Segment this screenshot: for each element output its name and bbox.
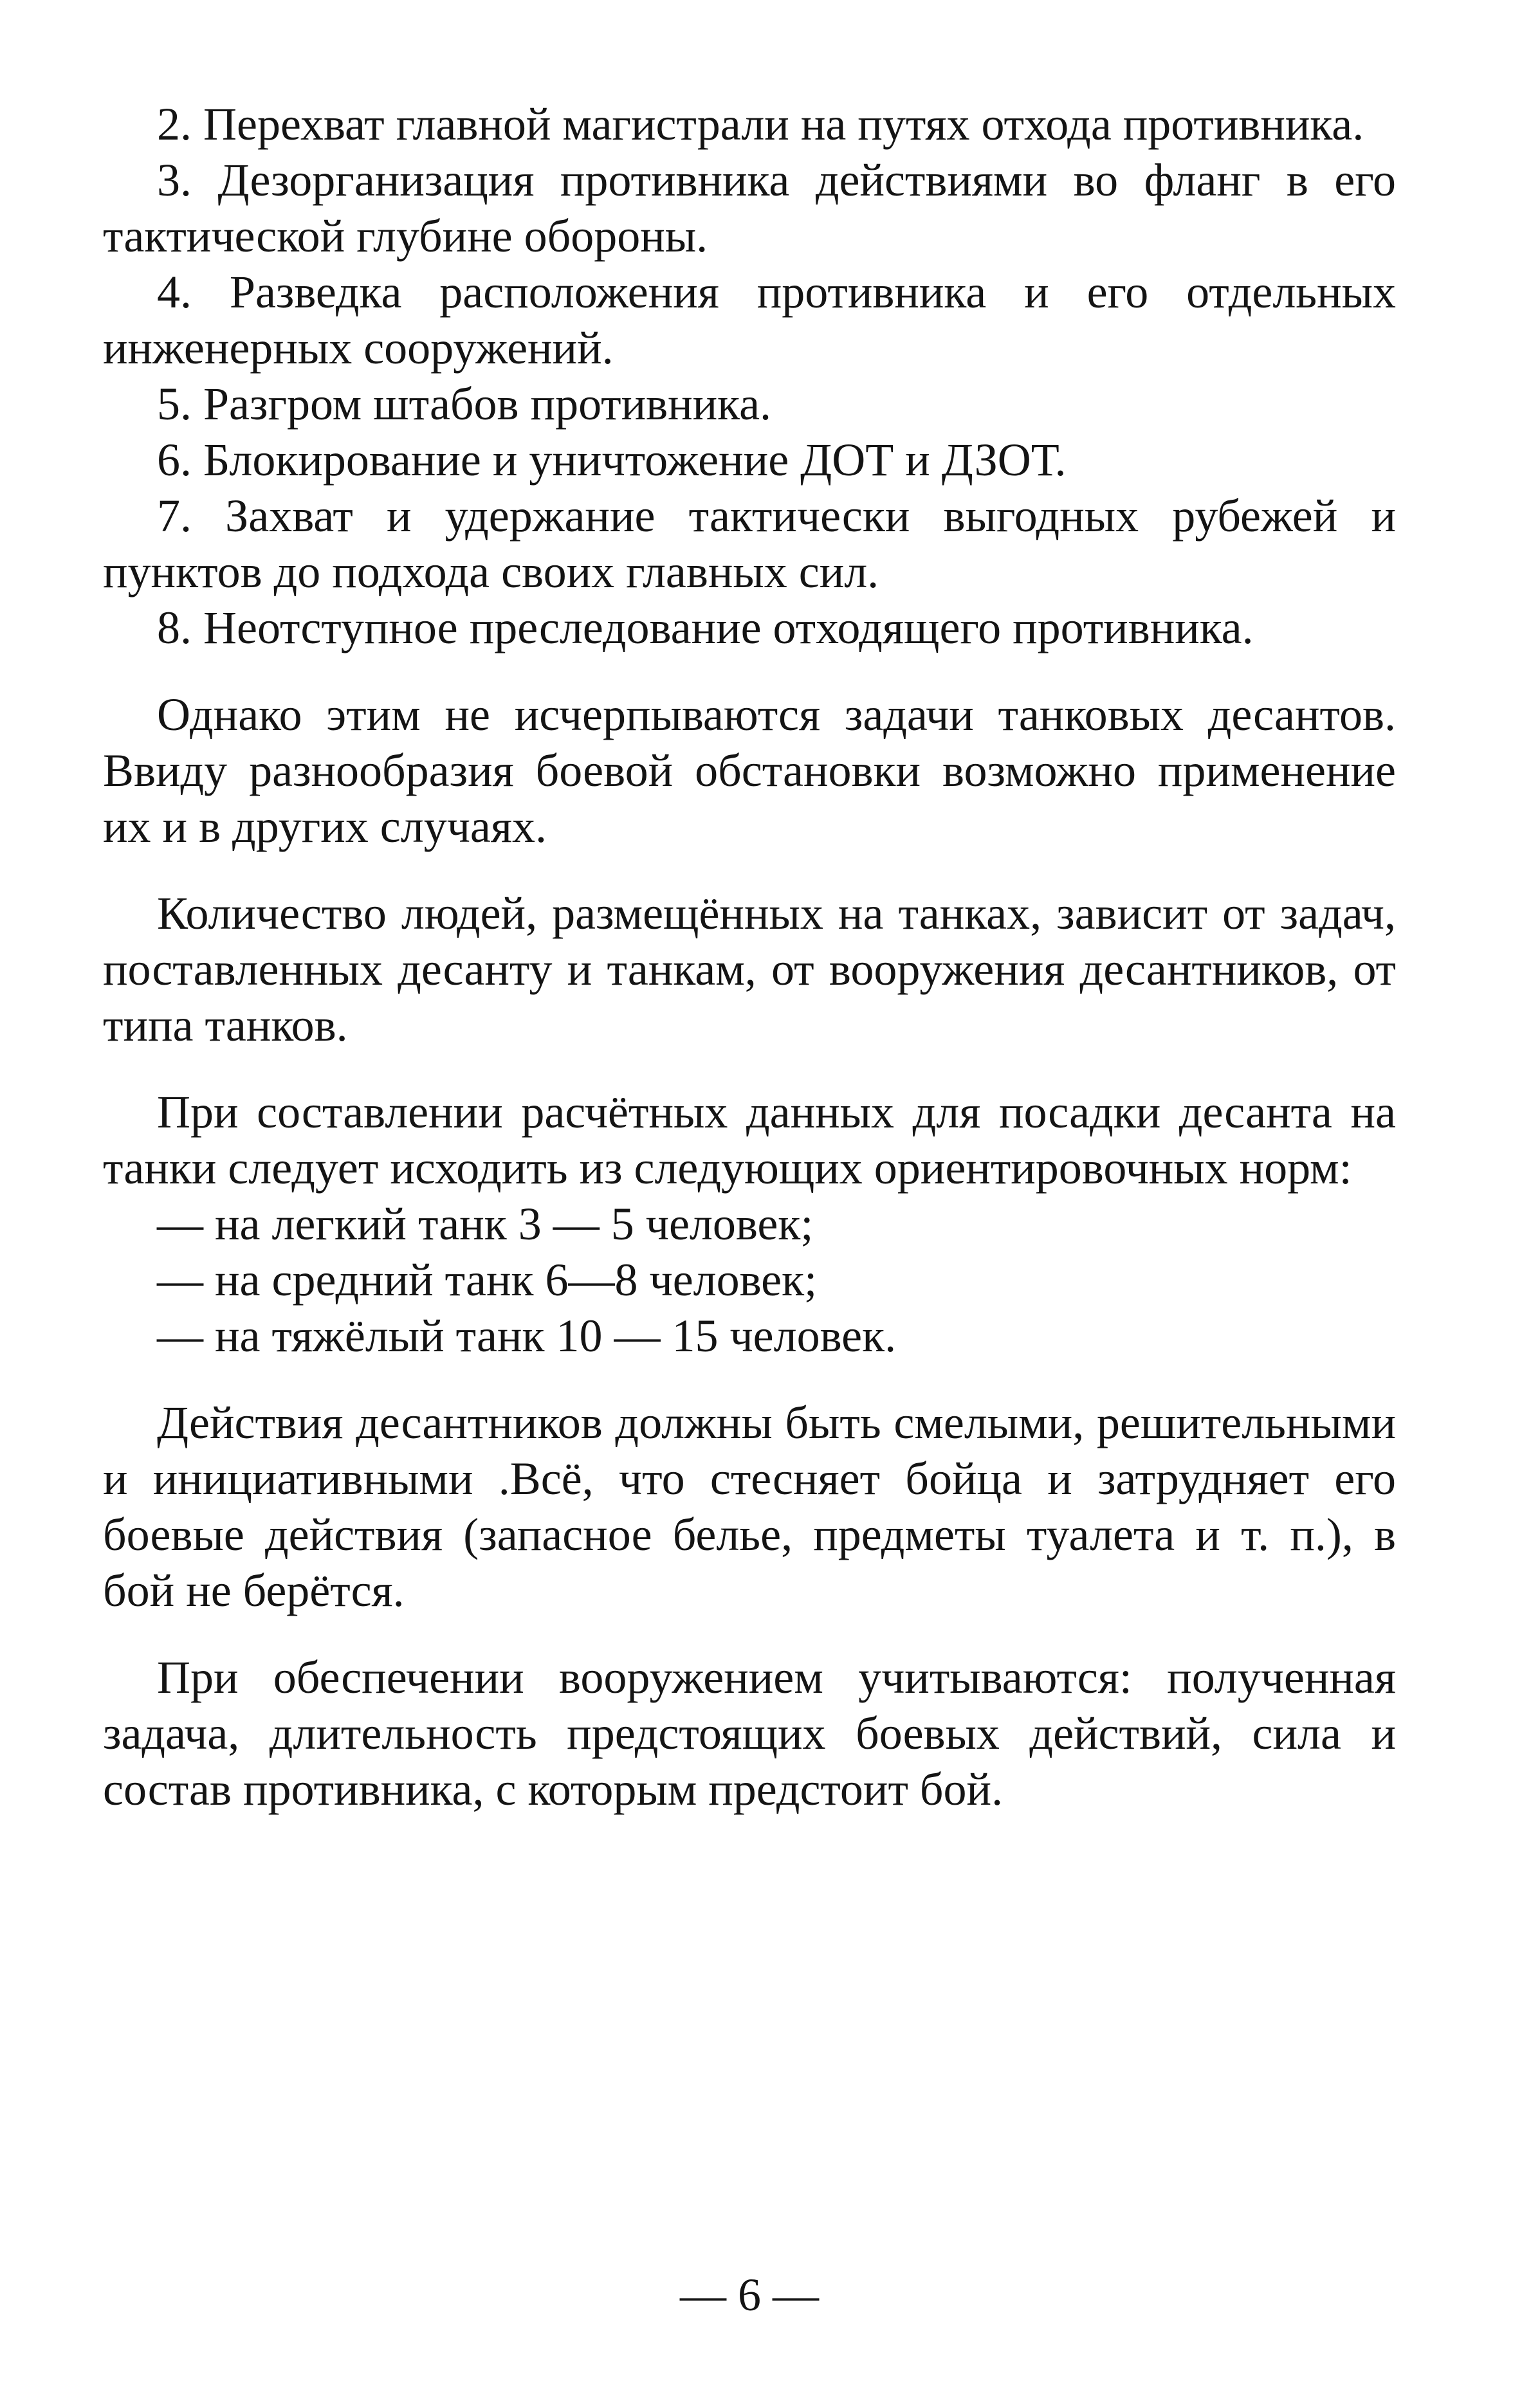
paragraph-tasks-note: Однако этим не исчерпываются задачи танковых десантов. Ввиду разнообразия боевой обстановки возможно применение их и в других случаях. <box>103 689 1396 852</box>
paragraph-armament: При обеспечении вооружением учитываются: полученная задача, длительность предстоящих боевых действий, сила и состав противника, с которым предстоит бой. <box>103 1652 1396 1815</box>
paragraph-calc-intro: При составлении расчётных данных для посадки десанта на танки следует исходить из следующих ориентировочных норм: <box>103 1086 1396 1194</box>
norms-list <box>103 1196 1396 1364</box>
list-item: 6. Блокирование и уничтожение ДОТ и ДЗОТ. <box>157 434 1067 486</box>
document-page <box>103 96 1396 2321</box>
list-item: 7. Захват и удержание тактически выгодных рубежей и пунктов до подхода своих главных сил. <box>103 490 1396 597</box>
norm-item: — на легкий танк 3 — 5 человек; <box>157 1198 814 1250</box>
norm-item: — на тяжёлый танк 10 — 15 человек. <box>157 1310 897 1362</box>
list-item: 8. Неотступное преследование отходящего противника. <box>157 602 1254 653</box>
list-item: 5. Разгром штабов противника. <box>157 378 772 430</box>
paragraph-people-count: Количество людей, размещённых на танках, зависит от задач, поставленных десанту и танкам, от вооружения десантников, от типа танков. <box>103 888 1396 1051</box>
page-number: — 6 — <box>680 2269 819 2321</box>
list-item: 3. Дезорганизация противника действиями во фланг в его тактической глубине обороны. <box>103 154 1396 262</box>
paragraph-actions: Действия десантников должны быть смелыми, решительными и инициативными .Всё, что стесняет бойца и затрудняет его боевые действия (запасное белье, предметы туалета и т. п.), в бой не берётся. <box>103 1397 1396 1616</box>
norm-item: — на средний танк 6—8 человек; <box>157 1254 818 1306</box>
list-item: 4. Разведка расположения противника и его отдельных инженерных сооружений. <box>103 266 1396 374</box>
list-item: 2. Перехват главной магистрали на путях отхода противника. <box>157 98 1364 150</box>
